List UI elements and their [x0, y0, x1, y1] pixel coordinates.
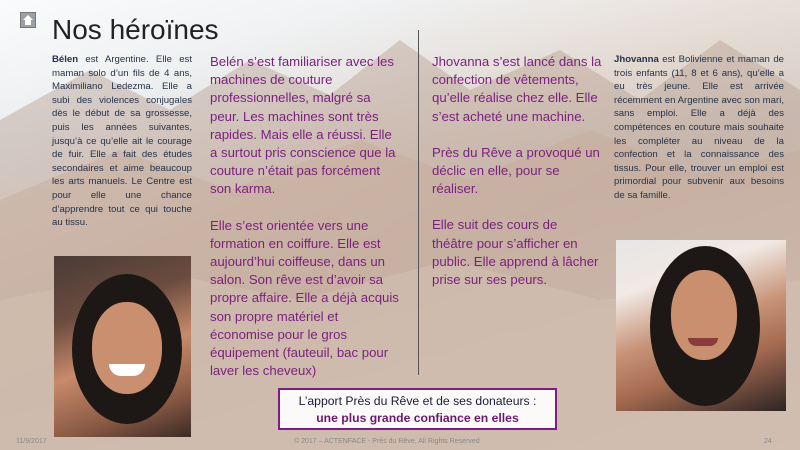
right-bio — [614, 53, 784, 203]
middle-column — [210, 53, 400, 398]
left-bio-name: Bélen — [52, 54, 79, 65]
callout-line-1: L’apport Près du Rêve et de ses donateurs : — [298, 394, 537, 408]
slide-title: Nos héroïnes — [52, 14, 219, 45]
photo-jhovanna — [616, 240, 786, 411]
callout-box — [278, 388, 557, 430]
photo-belen — [54, 256, 191, 437]
left-bio-text: est Argentine. Elle est maman solo d’un fils de 4 ans, Maximiliano Ledezma. Elle a subi des violences conjugales dès le début de sa grossesse, puis les années suivantes, jusqu’à ce qu’elle ait le courage de fuir. Elle a fait des études secondaires et aime beaucoup les arts manuels. Le Centre est pour elle une chance d’apprendre tout ce qui touche au tissu. — [52, 54, 192, 229]
callout-line-2: une plus grande confiance en elles — [316, 411, 519, 425]
right-bio-name: Jhovanna — [614, 54, 659, 65]
right-column — [432, 53, 602, 307]
right-paragraph-1: Jhovanna s’est lancé dans la confection de vêtements, qu’elle réalise chez elle. Elle s’est acheté une machine. — [432, 54, 602, 124]
right-paragraph-3: Elle suit des cours de théâtre pour s’afficher en public. Elle apprend à lâcher prise sur ses peurs. — [432, 217, 599, 288]
footer-date: 11/9/2017 — [16, 438, 47, 445]
middle-paragraph-2: Elle s’est orientée vers une formation en coiffure. Elle est aujourd’hui coiffeuse, dans un salon. Son rêve est d’avoir sa propre affaire. Elle a déjà acquis son propre matériel et économise pour le gros équipement (fauteuil, bac pour laver les cheveux) — [210, 217, 399, 379]
column-divider — [418, 30, 419, 375]
footer-copyright: © 2017 – ACTENFACE - Près du Rêve, All Rights Reserved — [294, 438, 480, 445]
left-bio — [52, 53, 192, 230]
footer-page-number: 24 — [764, 438, 772, 445]
home-icon[interactable] — [20, 12, 36, 28]
right-bio-text: est Bolivienne et maman de trois enfants (11, 8 et 6 ans), qu’elle a eu très jeune. Elle est arrivée récemment en Argentine avec son mari, sans emploi. Elle a déjà des compétences en couture mais souhaite les compléter au niveau de la confection et la connaissance des tissus. Pour elle, trouver un emploi est primordial pour subvenir aux besoins de sa famille. — [614, 54, 784, 201]
middle-paragraph-1: Belén s’est familiariser avec les machines de couture professionnelles, malgré sa peur. Les machines sont très rapides. Mais elle a réussi. Elle a surtout pris conscience que la couture n’était pas forcément son karma. — [210, 54, 396, 197]
right-paragraph-2: Près du Rêve a provoqué un déclic en elle, pour se réaliser. — [432, 144, 600, 197]
